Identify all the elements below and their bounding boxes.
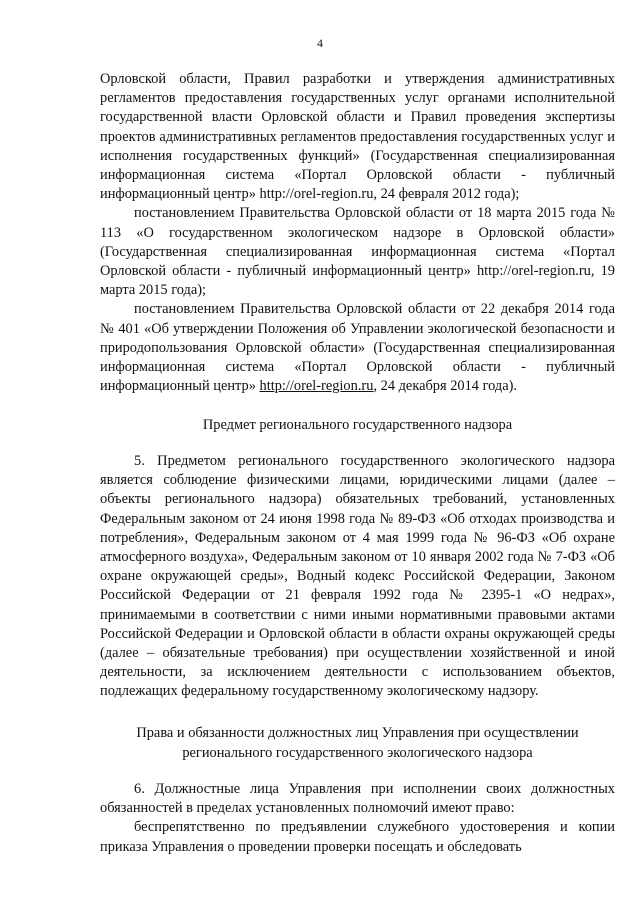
paragraph-6: 6. Должностные лица Управления при исполнении своих должностных обязанностей в пределах установленных полномочий имеют право: <box>100 781 615 817</box>
paragraph-5: 5. Предметом регионального государственного экологического надзора является соблюдение физическими лицами, юридическими лицами (далее – объекты регионального надзора) обязательных требований, установленных Федеральным законом от 24 июня 1998 года № 89-ФЗ «Об отходах производства и потребления», Федеральным законом от 4 мая 1999 года № 96-ФЗ «Об охране атмосферного воздуха», Федеральным законом от 10 января 2002 года № 7-ФЗ «Об охране окружающей среды», Водный кодекс Российской Федерации, Законом Российской Федерации от 21 февраля 1992 года № 2395-1 «О недрах», принимаемыми в соответствии с ними иными нормативными правовыми актами Российской Федерации и Орловской области в области охраны окружающей среды (далее – обязательные требования) при осуществлении хозяйственной и иной деятельности, за исключением деятельности с использованием объектов, подлежащих федеральному государственному экологическому надзору. <box>100 453 615 700</box>
paragraph-resolution-401 <box>100 300 615 396</box>
resolution-401-text: постановлением Правительства Орловской области от 22 декабря 2014 года № 401 «Об утверждении Положения об Управлении экологической безопасности и природопользования Орловской области» (Государственная специализированная информационная система «Портал Орловской области - публичный информационный центр» <box>100 301 615 395</box>
section-heading-subject: Предмет регионального государственного надзора <box>202 417 513 433</box>
page-number: 4 <box>317 36 323 50</box>
paragraph-6-right-1: беспрепятственно по предъявлении служебного удостоверения и копии приказа Управления о проведении проверки посещать и обследовать <box>100 819 615 855</box>
section-heading-rights <box>100 724 615 763</box>
legal-references-block <box>100 70 615 396</box>
subject-block <box>100 452 615 702</box>
heading-line-1: Права и обязанности должностных лиц Управления при осуществлении <box>136 725 579 741</box>
paragraph-resolution-113: постановлением Правительства Орловской области от 18 марта 2015 года № 113 «О государственном экологическом надзоре в Орловской области» (Государственная специализированная информационная система «Портал Орловской области - публичный информационный центр» http://orel-region.ru, 19 марта 2015 года); <box>100 205 615 299</box>
portal-link[interactable]: http://orel-region.ru <box>259 378 374 395</box>
resolution-401-date: , 24 декабря 2014 года). <box>373 378 518 395</box>
heading-line-2: регионального государственного экологического надзора <box>182 744 533 761</box>
rights-block <box>100 780 615 857</box>
paragraph-procedures-resolution: Орловской области, Правил разработки и утверждения административных регламентов предоставления государственных услуг органами исполнительной государственной власти Орловской области и Правил проведения экспертизы проектов административных регламентов предоставления государственных услуг и исполнения государственных функций» (Государственная специализированная информационная система «Портал Орловской области - публичный информационный центр» http://orel-region.ru, 24 февраля 2012 года); <box>100 71 615 203</box>
